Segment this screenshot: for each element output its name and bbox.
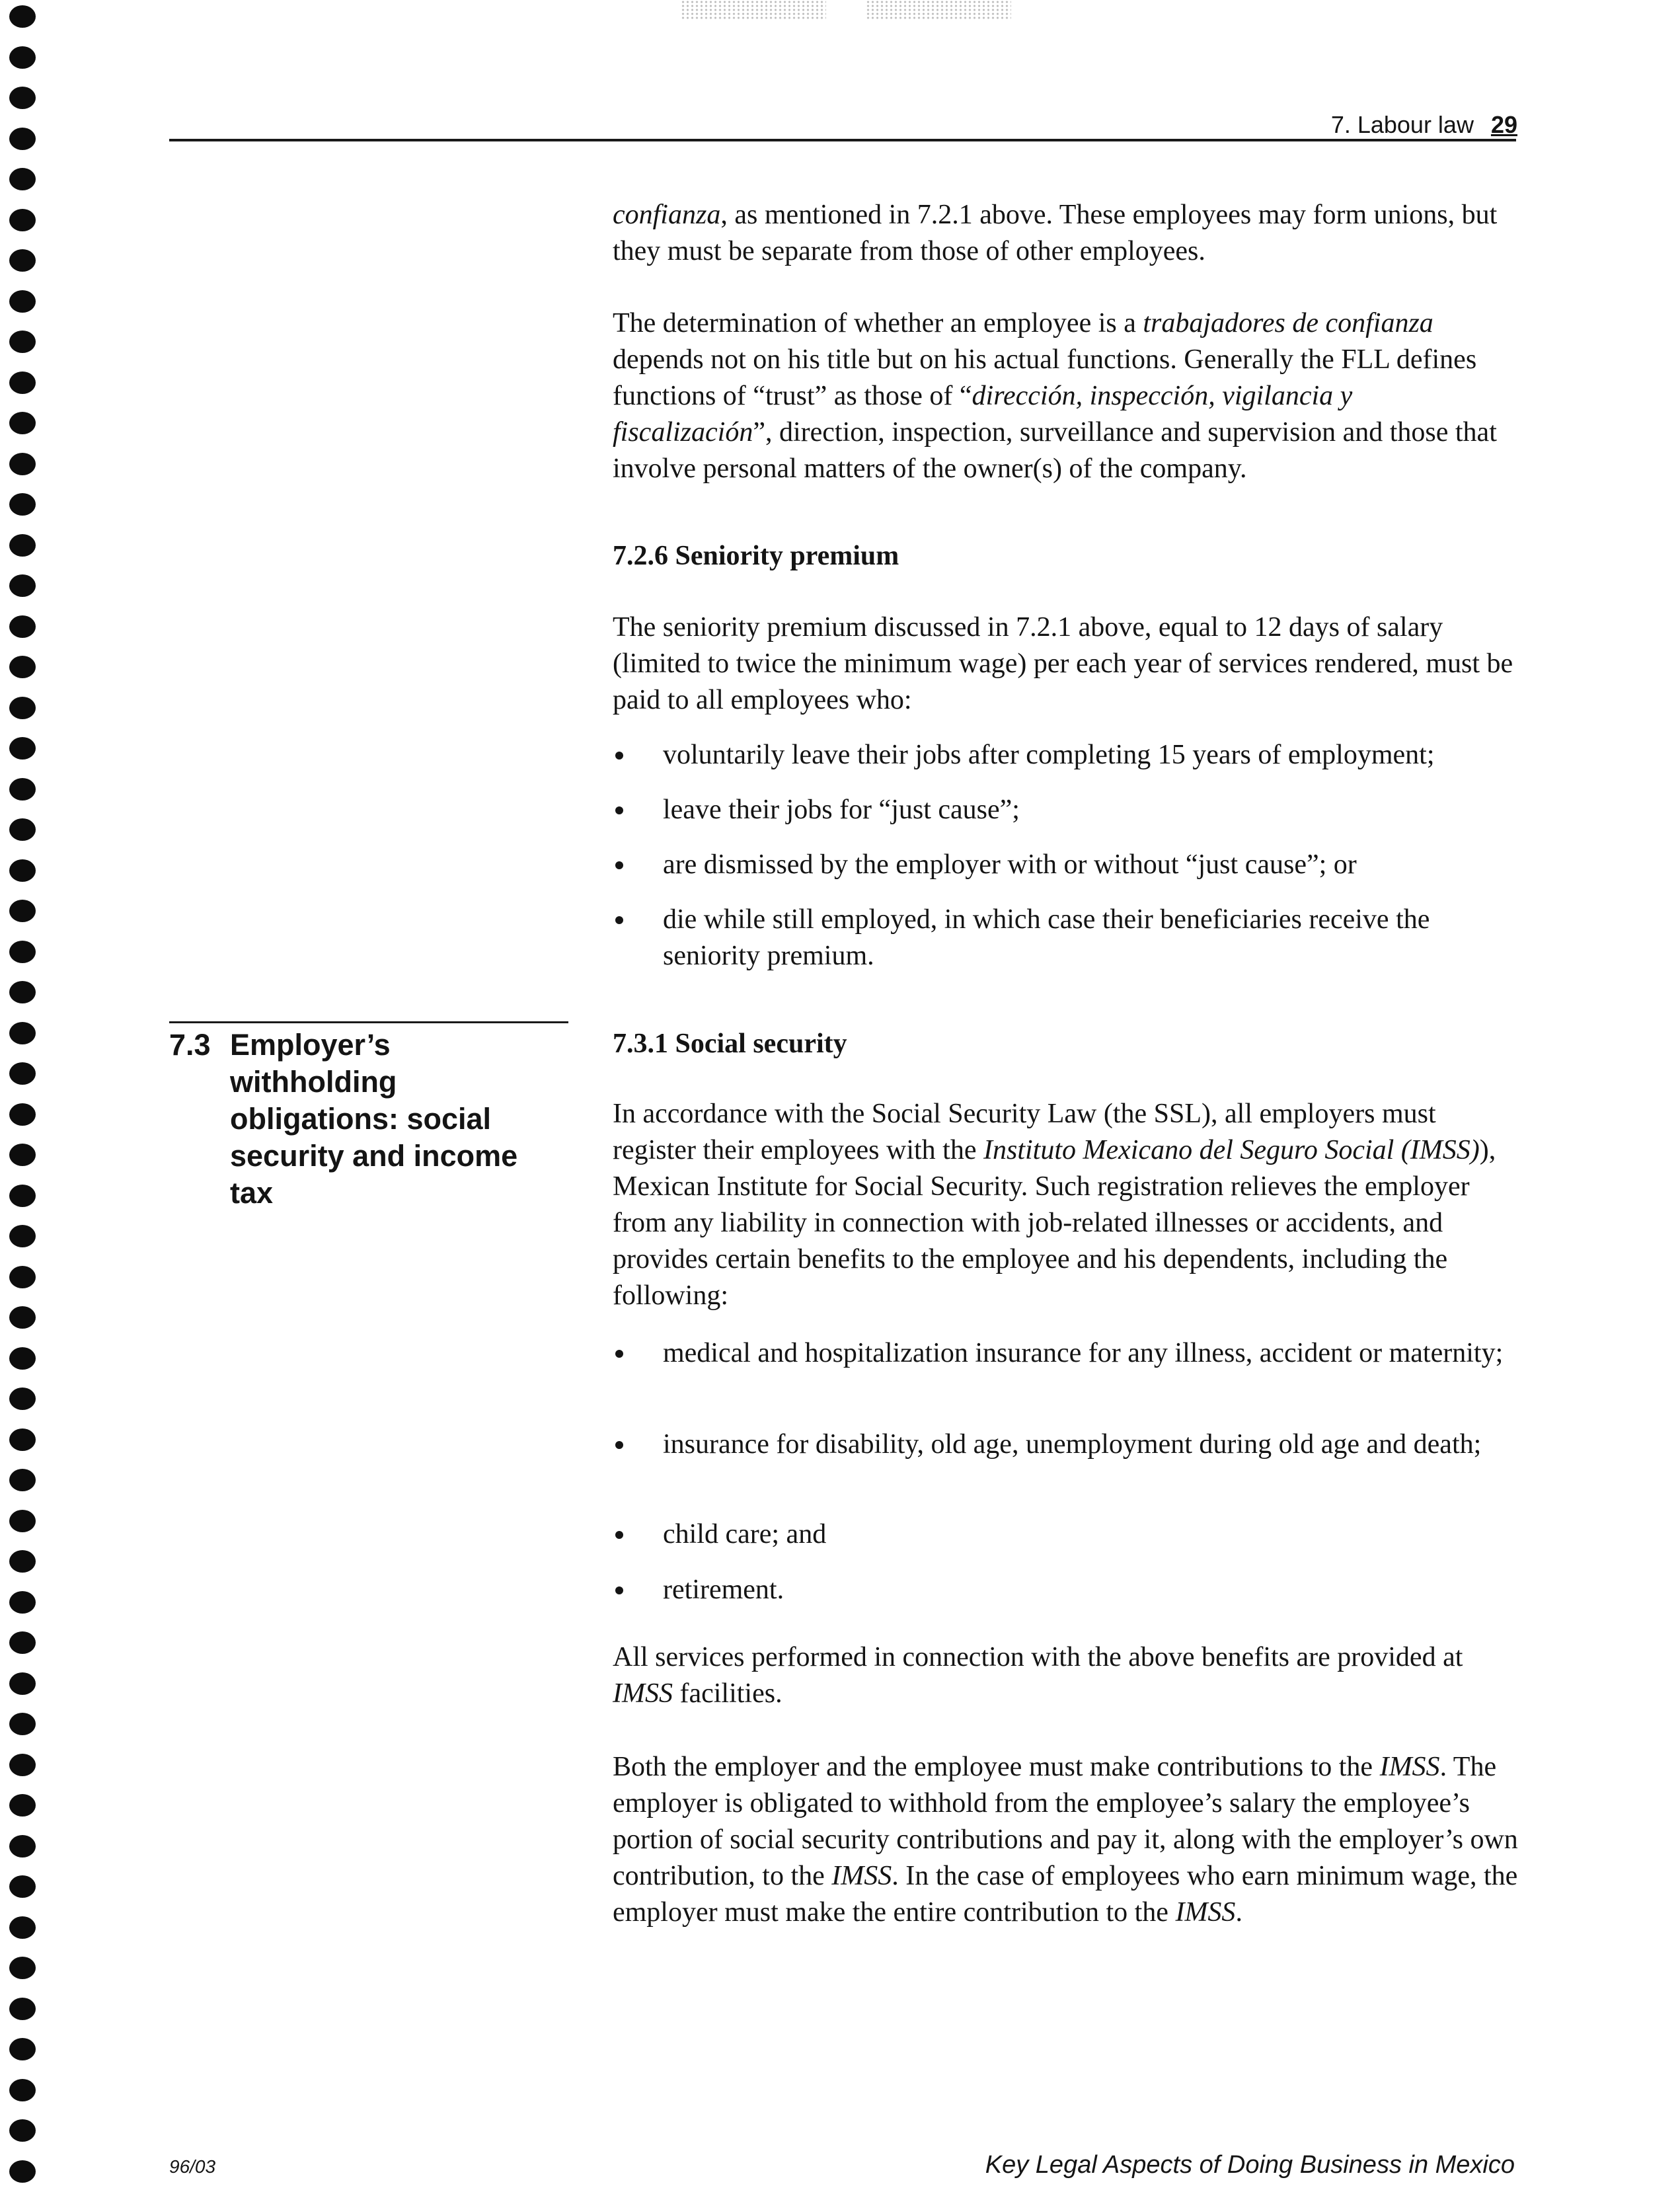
- binder-hole: [9, 1144, 36, 1166]
- social-security-paragraph: [613, 1096, 1518, 1314]
- binder-hole: [9, 941, 36, 963]
- binder-hole: [9, 1794, 36, 1817]
- continuation-paragraph: [613, 197, 1518, 270]
- footer-book-title: Key Legal Aspects of Doing Business in Mexico: [985, 2151, 1515, 2179]
- contrib-italic-2: IMSS: [831, 1861, 892, 1891]
- binder-hole: [9, 1022, 36, 1044]
- binder-hole: [9, 1347, 36, 1370]
- binder-hole: [9, 2119, 36, 2142]
- binder-hole: [9, 1103, 36, 1126]
- binder-hole: [9, 2038, 36, 2060]
- binder-hole: [9, 1266, 36, 1288]
- binder-hole: [9, 249, 36, 272]
- scan-mark: [681, 0, 826, 20]
- benefits-bullet-list: [613, 1516, 1518, 1553]
- binder-hole: [9, 1062, 36, 1085]
- binder-hole: [9, 1631, 36, 1654]
- list-item: medical and hospitalization insurance for any illness, accident or maternity;: [613, 1335, 1518, 1372]
- binder-hole: [9, 697, 36, 719]
- list-item: child care; and: [613, 1516, 1518, 1553]
- list-item: leave their jobs for “just cause”;: [613, 792, 1518, 828]
- binder-hole: [9, 493, 36, 516]
- binder-hole: [9, 128, 36, 150]
- section-heading-7-3-1: 7.3.1 Social security: [613, 1029, 847, 1059]
- binder-hole: [9, 1998, 36, 2020]
- contrib-text-1: Both the employer and the employee must make contributions to the: [613, 1752, 1380, 1782]
- services-text-2: facilities.: [672, 1678, 783, 1709]
- benefits-bullet-list: [613, 1335, 1518, 1372]
- contrib-text-4: .: [1235, 1897, 1242, 1928]
- binder-hole: [9, 412, 36, 434]
- binder-hole: [9, 5, 36, 28]
- benefits-bullet-list: [613, 1427, 1518, 1463]
- binder-hole: [9, 900, 36, 922]
- binder-hole: [9, 574, 36, 597]
- ss-text-1: In accordance with the Social Security Law (the SSL), all employers must register their employees with the: [613, 1099, 1436, 1165]
- binder-hole: [9, 818, 36, 841]
- services-italic: IMSS: [613, 1678, 673, 1709]
- binder-hole: [9, 372, 36, 394]
- page-number: 29: [1490, 111, 1517, 138]
- list-item: retirement.: [613, 1572, 1518, 1608]
- chapter-title: 7. Labour law: [1330, 111, 1474, 138]
- trust-italic-2: dirección, inspección, vigilancia y fiscalización: [613, 381, 1353, 448]
- binder-hole: [9, 209, 36, 231]
- seniority-bullet-list: [613, 847, 1518, 883]
- contrib-text-3: . In the case of employees who earn minimum wage, the employer must make the entire contribution to the: [613, 1861, 1518, 1928]
- italic-term: confianza: [613, 200, 721, 230]
- contrib-italic-1: IMSS: [1379, 1752, 1440, 1782]
- binder-holes: [0, 0, 46, 2190]
- binder-hole: [9, 1306, 36, 1329]
- binder-hole: [9, 2160, 36, 2183]
- seniority-bullet-list: [613, 737, 1518, 773]
- list-item: voluntarily leave their jobs after completing 15 years of employment;: [613, 737, 1518, 773]
- binder-hole: [9, 46, 36, 69]
- binder-hole: [9, 859, 36, 882]
- binder-hole: [9, 1754, 36, 1776]
- binder-hole: [9, 981, 36, 1003]
- trust-paragraph: [613, 305, 1518, 487]
- binder-hole: [9, 1875, 36, 1898]
- binder-hole: [9, 290, 36, 313]
- binder-hole: [9, 1469, 36, 1491]
- binder-hole: [9, 534, 36, 557]
- binder-hole: [9, 778, 36, 801]
- trust-italic-1: trabajadores de confianza: [1143, 308, 1433, 338]
- contrib-italic-3: IMSS: [1175, 1897, 1236, 1928]
- section-heading-7-2-6: 7.2.6 Seniority premium: [613, 541, 899, 571]
- binder-hole: [9, 1835, 36, 1858]
- binder-hole: [9, 1185, 36, 1207]
- binder-hole: [9, 1672, 36, 1695]
- running-header: [1331, 111, 1517, 139]
- side-heading-7-3: [169, 1027, 546, 1212]
- binder-hole: [9, 1550, 36, 1573]
- header-rule: [169, 139, 1516, 141]
- binder-hole: [9, 1916, 36, 1939]
- binder-hole: [9, 737, 36, 760]
- benefits-bullet-list: [613, 1572, 1518, 1608]
- services-text-1: All services performed in connection with the above benefits are provided at: [613, 1642, 1463, 1672]
- binder-hole: [9, 1591, 36, 1614]
- binder-hole: [9, 331, 36, 353]
- ss-text-2: ), Mexican Institute for Social Security. Such registration relieves the employer from any liability in connection with job-related illnesses or accidents, and provides certain benefits to the employee and his dependents, including the following:: [613, 1135, 1496, 1311]
- list-item: insurance for disability, old age, unemployment during old age and death;: [613, 1427, 1518, 1463]
- binder-hole: [9, 453, 36, 475]
- contributions-paragraph: [613, 1749, 1518, 1931]
- services-paragraph: [613, 1639, 1518, 1712]
- binder-hole: [9, 168, 36, 190]
- contrib-text-2: . The employer is obligated to withhold from the employee’s salary the employee’s portion of social security contributions and pay it, along with the employer’s own contribution, to the: [613, 1752, 1518, 1891]
- seniority-intro-text: The seniority premium discussed in 7.2.1 above, equal to 12 days of salary (limited to twice the minimum wage) per each year of services rendered, must be paid to all employees who:: [613, 612, 1513, 715]
- seniority-intro: [613, 609, 1518, 719]
- binder-hole: [9, 87, 36, 109]
- binder-hole: [9, 1510, 36, 1532]
- binder-hole: [9, 1957, 36, 1979]
- footer-date: 96/03: [169, 2156, 216, 2177]
- trust-text-1: The determination of whether an employee is a: [613, 308, 1143, 338]
- side-heading-rule: [169, 1021, 568, 1023]
- binder-hole: [9, 2079, 36, 2101]
- binder-hole: [9, 1225, 36, 1247]
- section-7-2-6: [613, 538, 1518, 574]
- binder-hole: [9, 1713, 36, 1735]
- continuation-text: , as mentioned in 7.2.1 above. These employees may form unions, but they must be separate from those of other employees.: [613, 200, 1498, 266]
- binder-hole: [9, 656, 36, 678]
- ss-italic-1: Instituto Mexicano del Seguro Social (IMSS): [983, 1135, 1480, 1165]
- seniority-bullet-list: [613, 792, 1518, 828]
- trust-text-3: ”, direction, inspection, surveillance and supervision and those that involve personal matters of the owner(s) of the company.: [613, 417, 1497, 484]
- binder-hole: [9, 1388, 36, 1410]
- seniority-bullet-list: [613, 902, 1518, 974]
- binder-hole: [9, 1428, 36, 1451]
- side-heading-text: Employer’s withholding obligations: social security and income tax: [230, 1028, 518, 1210]
- list-item: are dismissed by the employer with or without “just cause”; or: [613, 847, 1518, 883]
- section-7-3-1: [613, 1026, 1518, 1062]
- side-heading-number: 7.3: [169, 1028, 211, 1062]
- scan-mark: [866, 0, 1011, 20]
- list-item: die while still employed, in which case their beneficiaries receive the seniority premium.: [613, 902, 1518, 974]
- binder-hole: [9, 615, 36, 638]
- trust-text-2: depends not on his title but on his actual functions. Generally the FLL defines functions of “trust” as those of “: [613, 344, 1477, 411]
